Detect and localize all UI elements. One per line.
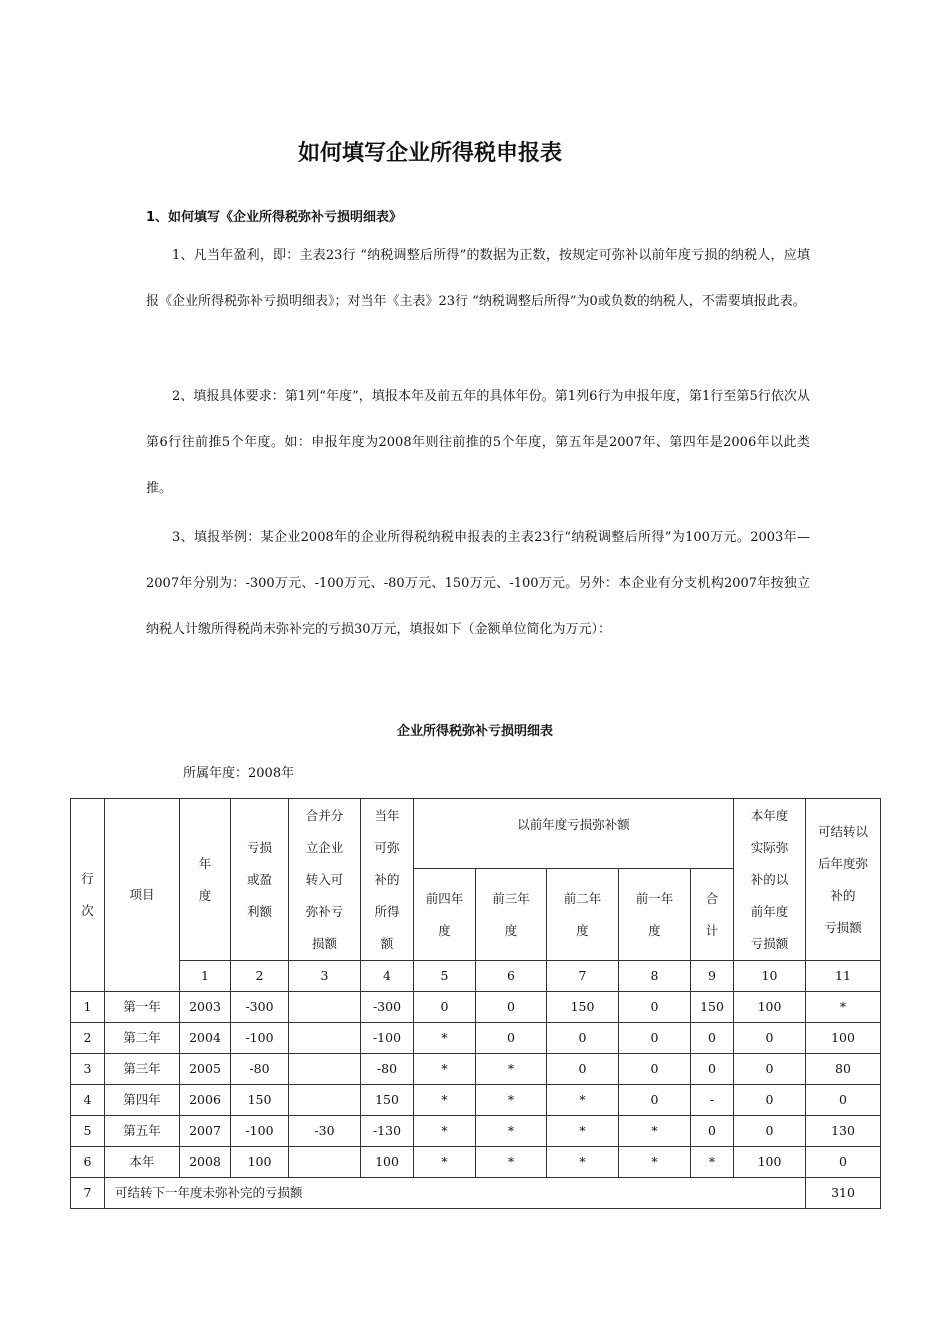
- column-number: 7: [547, 961, 619, 992]
- table-cell: 第一年: [105, 992, 180, 1023]
- table-cell: 0: [806, 1147, 881, 1178]
- table-cell: 6: [71, 1147, 105, 1178]
- table-cell: 4: [71, 1085, 105, 1116]
- table-cell: *: [806, 992, 881, 1023]
- header-group: 以前年度亏损弥补额: [414, 799, 734, 869]
- table-cell: *: [619, 1116, 691, 1147]
- table-cell: 5: [71, 1116, 105, 1147]
- paragraph-3: 3、填报举例：某企业2008年的企业所得税纳税申报表的主表23行“纳税调整后所得”为100万元。2003年—2007年分别为：-300万元、-100万元、-80万元、150万元、-100万元。另外：本企业有分支机构2007年按独立纳税人计缴所得税尚未弥补完的亏损30万元，填报如下（金额单位简化为万元）：: [146, 530, 810, 637]
- column-number: 2: [231, 961, 289, 992]
- section-heading: 1、如何填写《企业所得税弥补亏损明细表》: [146, 210, 403, 225]
- table-cell: [289, 1023, 361, 1054]
- table-cell: 0: [806, 1085, 881, 1116]
- table-cell: 2: [71, 1023, 105, 1054]
- table-cell: 2004: [180, 1023, 231, 1054]
- table-cell: 0: [734, 1054, 806, 1085]
- table-row: [71, 1054, 881, 1085]
- table-cell: *: [547, 1116, 619, 1147]
- table-cell: *: [547, 1085, 619, 1116]
- paragraph-1: 1、凡当年盈利，即：主表23行 “纳税调整后所得”的数据为正数，按规定可弥补以前年度亏损的纳税人，应填报《企业所得税弥补亏损明细表》；对当年《主表》23行 “纳税调整后所得”为0或负数的纳税人，不需要填报此表。: [146, 248, 810, 309]
- column-number: 3: [289, 961, 361, 992]
- table-cell: 0: [414, 992, 476, 1023]
- column-number: 9: [691, 961, 734, 992]
- table-cell: [289, 1085, 361, 1116]
- column-number: 4: [361, 961, 414, 992]
- header-offsettable: 当年 可弥 补的 所得 额: [361, 799, 414, 961]
- table-cell: [289, 1147, 361, 1178]
- table-cell: 100: [806, 1023, 881, 1054]
- column-number: 8: [619, 961, 691, 992]
- table-cell: -100: [231, 1116, 289, 1147]
- table-row: [71, 1116, 881, 1147]
- table-cell: *: [691, 1147, 734, 1178]
- table-cell: *: [476, 1116, 547, 1147]
- table-cell: 2007: [180, 1116, 231, 1147]
- table-cell: -80: [361, 1054, 414, 1085]
- table-cell: 本年: [105, 1147, 180, 1178]
- table-cell: 3: [71, 1054, 105, 1085]
- table-cell: *: [476, 1085, 547, 1116]
- table-cell: 2006: [180, 1085, 231, 1116]
- table-cell: 2008: [180, 1147, 231, 1178]
- table-cell: 0: [547, 1023, 619, 1054]
- table-cell: 0: [547, 1054, 619, 1085]
- table-cell: 第三年: [105, 1054, 180, 1085]
- table-cell: -130: [361, 1116, 414, 1147]
- table-cell: *: [619, 1147, 691, 1178]
- table-cell: 2003: [180, 992, 231, 1023]
- table-cell: *: [476, 1054, 547, 1085]
- table-cell: *: [547, 1147, 619, 1178]
- total-row-no: 7: [71, 1178, 105, 1209]
- header-item: 项目: [105, 799, 180, 992]
- table-cell: *: [414, 1116, 476, 1147]
- table-title: 企业所得税弥补亏损明细表: [396, 724, 553, 739]
- header-year: 年 度: [180, 799, 231, 961]
- table-cell: -300: [361, 992, 414, 1023]
- table-cell: 150: [361, 1085, 414, 1116]
- table-cell: *: [414, 1023, 476, 1054]
- header-sub: 前二年 度: [547, 869, 619, 961]
- table-cell: 80: [806, 1054, 881, 1085]
- table-cell: 0: [691, 1054, 734, 1085]
- table-cell: 0: [476, 1023, 547, 1054]
- header-merge: 合并分 立企业 转入可 弥补亏 损额: [289, 799, 361, 961]
- table-cell: 2005: [180, 1054, 231, 1085]
- header-actual: 本年度 实际弥 补的以 前年度 亏损额: [734, 799, 806, 961]
- table-cell: 0: [619, 1023, 691, 1054]
- table-cell: 第四年: [105, 1085, 180, 1116]
- table-cell: *: [414, 1085, 476, 1116]
- table-cell: 0: [691, 1023, 734, 1054]
- table-cell: -80: [231, 1054, 289, 1085]
- table-cell: 100: [734, 992, 806, 1023]
- column-number: 11: [806, 961, 881, 992]
- table-cell: *: [414, 1147, 476, 1178]
- header-row-no: 行 次: [71, 799, 105, 992]
- column-number: 5: [414, 961, 476, 992]
- table-cell: *: [476, 1147, 547, 1178]
- table-row: [71, 1147, 881, 1178]
- table-cell: 100: [231, 1147, 289, 1178]
- table-cell: -30: [289, 1116, 361, 1147]
- table-cell: 0: [734, 1116, 806, 1147]
- table-cell: 150: [547, 992, 619, 1023]
- table-cell: -: [691, 1085, 734, 1116]
- table-cell: *: [414, 1054, 476, 1085]
- table-cell: 100: [734, 1147, 806, 1178]
- table-cell: 第五年: [105, 1116, 180, 1147]
- table-cell: [289, 992, 361, 1023]
- table-cell: 130: [806, 1116, 881, 1147]
- table-cell: 0: [619, 1054, 691, 1085]
- table-cell: 0: [734, 1023, 806, 1054]
- table-cell: 0: [619, 992, 691, 1023]
- table-cell: 1: [71, 992, 105, 1023]
- table-row: [71, 992, 881, 1023]
- paragraph-2: 2、填报具体要求：第1列“年度”，填报本年及前五年的具体年份。第1列6行为申报年度，第1行至第5行依次从第6行往前推5个年度。如：申报年度为2008年则往前推的5个年度，第五年是2007年、第四年是2006年以此类推。: [146, 389, 810, 496]
- loss-offset-table: [70, 798, 881, 1209]
- header-sub: 前四年 度: [414, 869, 476, 961]
- table-cell: 0: [691, 1116, 734, 1147]
- table-cell: 150: [231, 1085, 289, 1116]
- column-number: 10: [734, 961, 806, 992]
- table-cell: -100: [231, 1023, 289, 1054]
- table-cell: 100: [361, 1147, 414, 1178]
- column-number: 6: [476, 961, 547, 992]
- total-row-label: 可结转下一年度未弥补完的亏损额: [105, 1178, 806, 1209]
- column-number: 1: [180, 961, 231, 992]
- total-row-value: 310: [806, 1178, 881, 1209]
- table-cell: 0: [476, 992, 547, 1023]
- header-profit: 亏损 或盈 利额: [231, 799, 289, 961]
- table-cell: -300: [231, 992, 289, 1023]
- header-carry: 可结转以 后年度弥 补的 亏损额: [806, 799, 881, 961]
- page-title: 如何填写企业所得税申报表: [297, 141, 562, 166]
- table-cell: 150: [691, 992, 734, 1023]
- table-cell: 0: [734, 1085, 806, 1116]
- table-cell: [289, 1054, 361, 1085]
- header-sub: 前三年 度: [476, 869, 547, 961]
- table-cell: 第二年: [105, 1023, 180, 1054]
- header-sub: 前一年 度: [619, 869, 691, 961]
- header-sub: 合 计: [691, 869, 734, 961]
- table-cell: 0: [619, 1085, 691, 1116]
- fiscal-year-label: 所属年度：2008年: [183, 766, 295, 781]
- table-row: [71, 1085, 881, 1116]
- table-cell: -100: [361, 1023, 414, 1054]
- table-row: [71, 1023, 881, 1054]
